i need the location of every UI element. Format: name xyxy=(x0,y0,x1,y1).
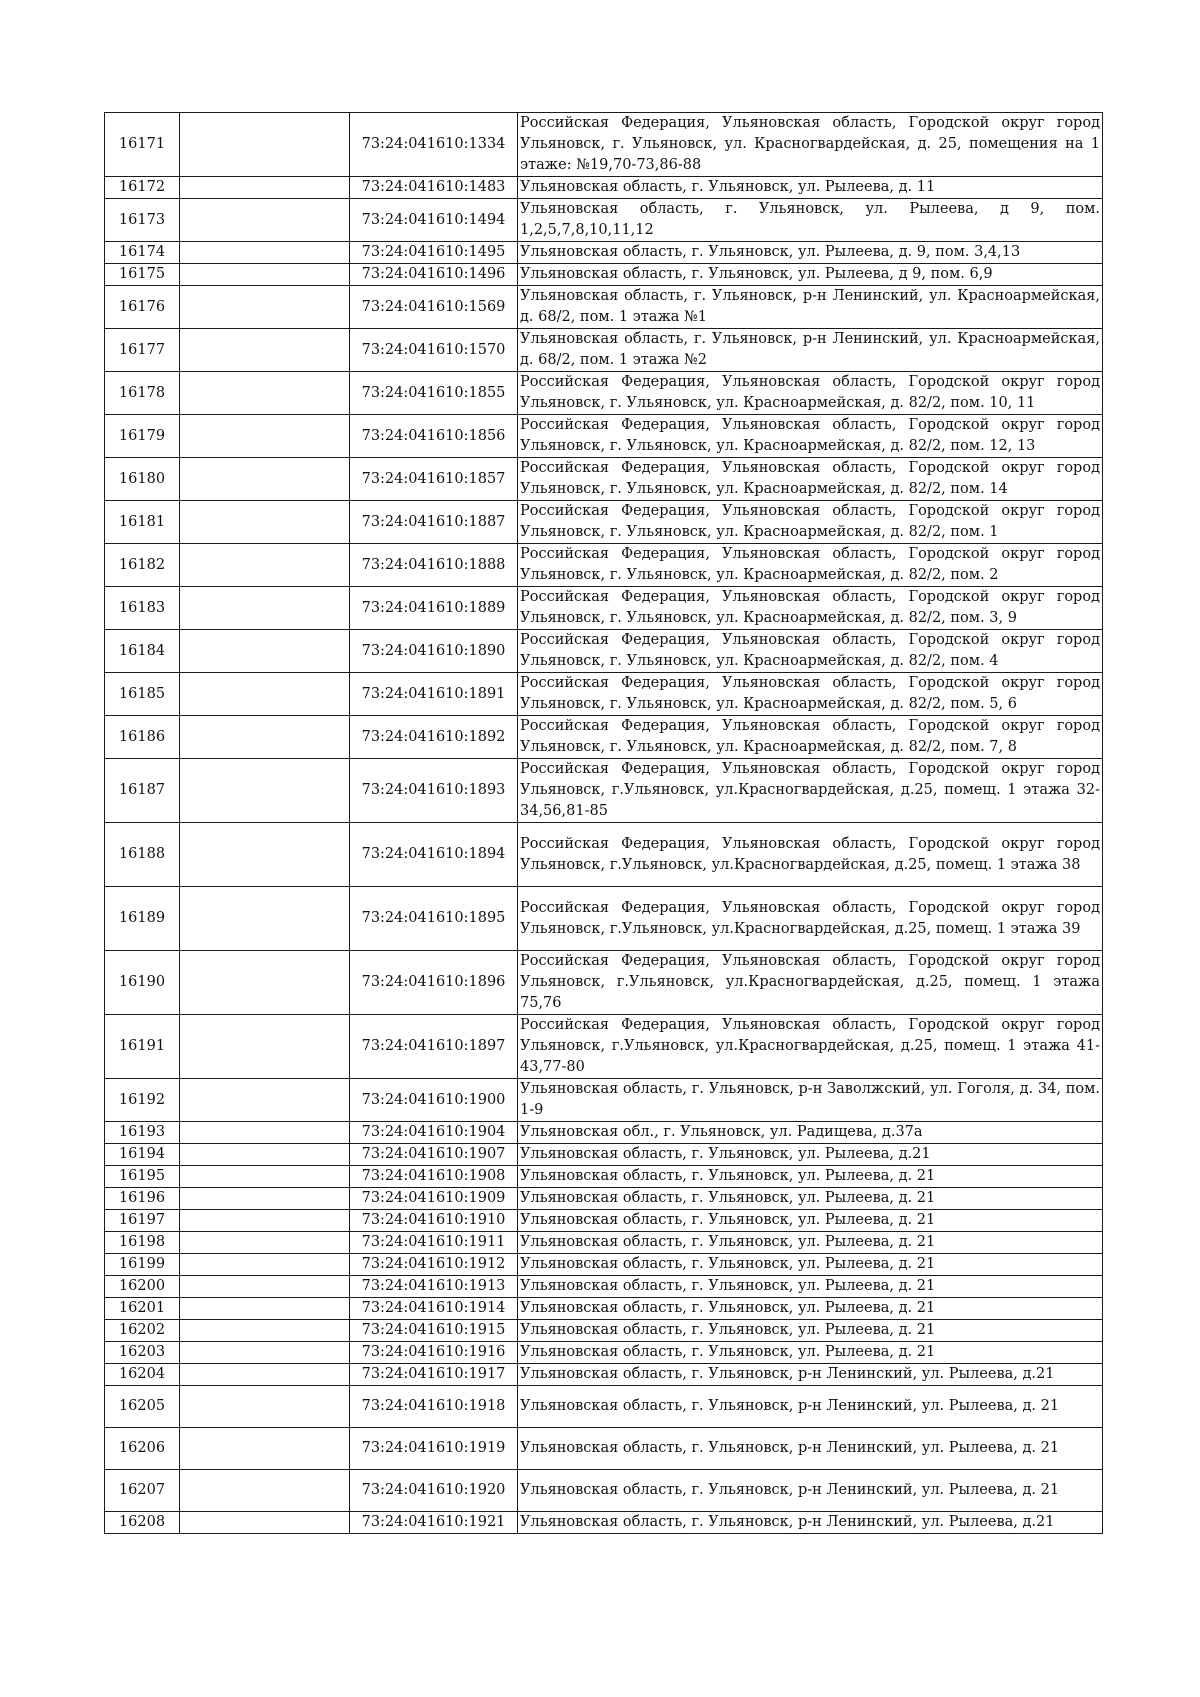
row-number-cell: 16193 xyxy=(105,1122,180,1144)
table-row xyxy=(105,544,1103,587)
table-row xyxy=(105,1298,1103,1320)
registry-cell xyxy=(180,1320,350,1342)
address-cell: Российская Федерация, Ульяновская область, Городской округ город Ульяновск, г. Ульяновск, ул. Красноармейская, д. 82/2, пом. 1 xyxy=(518,501,1103,544)
registry-cell xyxy=(180,1470,350,1512)
address-cell: Ульяновская область, г. Ульяновск, р-н Ленинский, ул. Красноармейская, д. 68/2, пом. 1 этажа №1 xyxy=(518,286,1103,329)
address-cell: Российская Федерация, Ульяновская область, Городской округ город Ульяновск, г.Ульяновск, ул.Красногвардейская, д.25, помещ. 1 этажа 38 xyxy=(518,823,1103,887)
address-cell: Ульяновская область, г. Ульяновск, ул. Рылеева, д. 21 xyxy=(518,1210,1103,1232)
address-cell: Ульяновская область, г. Ульяновск, р-н Ленинский, ул. Красноармейская, д. 68/2, пом. 1 этажа №2 xyxy=(518,329,1103,372)
cadastral-number-cell: 73:24:041610:1494 xyxy=(350,199,518,242)
registry-cell xyxy=(180,1188,350,1210)
table-row xyxy=(105,1232,1103,1254)
cadastral-number-cell: 73:24:041610:1916 xyxy=(350,1342,518,1364)
cadastral-number-cell: 73:24:041610:1915 xyxy=(350,1320,518,1342)
table-row xyxy=(105,1276,1103,1298)
row-number-cell: 16191 xyxy=(105,1015,180,1079)
registry-cell xyxy=(180,1512,350,1534)
cadastral-number-cell: 73:24:041610:1904 xyxy=(350,1122,518,1144)
address-cell: Ульяновская область, г. Ульяновск, ул. Рылеева, д 9, пом. 6,9 xyxy=(518,264,1103,286)
registry-cell xyxy=(180,415,350,458)
row-number-cell: 16197 xyxy=(105,1210,180,1232)
cadastral-number-cell: 73:24:041610:1913 xyxy=(350,1276,518,1298)
registry-cell xyxy=(180,823,350,887)
cadastral-number-cell: 73:24:041610:1495 xyxy=(350,242,518,264)
table-row xyxy=(105,1166,1103,1188)
cadastral-number-cell: 73:24:041610:1889 xyxy=(350,587,518,630)
cadastral-number-cell: 73:24:041610:1483 xyxy=(350,177,518,199)
table-row xyxy=(105,415,1103,458)
table-row xyxy=(105,587,1103,630)
address-cell: Ульяновская область, г. Ульяновск, р-н Ленинский, ул. Рылеева, д.21 xyxy=(518,1364,1103,1386)
row-number-cell: 16175 xyxy=(105,264,180,286)
table-row xyxy=(105,1428,1103,1470)
row-number-cell: 16182 xyxy=(105,544,180,587)
address-cell: Российская Федерация, Ульяновская область, Городской округ город Ульяновск, г. Ульяновск, ул. Красноармейская, д. 82/2, пом. 7, 8 xyxy=(518,716,1103,759)
table-row xyxy=(105,1144,1103,1166)
registry-cell xyxy=(180,329,350,372)
cadastral-number-cell: 73:24:041610:1900 xyxy=(350,1079,518,1122)
row-number-cell: 16178 xyxy=(105,372,180,415)
address-cell: Российская Федерация, Ульяновская область, Городской округ город Ульяновск, г. Ульяновск, ул. Красногвардейская, д. 25, помещения на 1 этаже: №19,70-73,86-88 xyxy=(518,113,1103,177)
row-number-cell: 16176 xyxy=(105,286,180,329)
table-row xyxy=(105,113,1103,177)
registry-cell xyxy=(180,951,350,1015)
registry-cell xyxy=(180,1342,350,1364)
table-row xyxy=(105,1122,1103,1144)
table-row xyxy=(105,242,1103,264)
cadastral-number-cell: 73:24:041610:1334 xyxy=(350,113,518,177)
table-row xyxy=(105,1210,1103,1232)
address-cell: Российская Федерация, Ульяновская область, Городской округ город Ульяновск, г.Ульяновск, ул.Красногвардейская, д.25, помещ. 1 этажа 75,76 xyxy=(518,951,1103,1015)
cadastral-number-cell: 73:24:041610:1496 xyxy=(350,264,518,286)
row-number-cell: 16192 xyxy=(105,1079,180,1122)
table-row xyxy=(105,1470,1103,1512)
row-number-cell: 16174 xyxy=(105,242,180,264)
registry-cell xyxy=(180,1166,350,1188)
row-number-cell: 16179 xyxy=(105,415,180,458)
registry-cell xyxy=(180,199,350,242)
row-number-cell: 16206 xyxy=(105,1428,180,1470)
address-cell: Ульяновская область, г. Ульяновск, ул. Рылеева, д. 21 xyxy=(518,1298,1103,1320)
cadastral-number-cell: 73:24:041610:1911 xyxy=(350,1232,518,1254)
address-cell: Ульяновская область, г. Ульяновск, ул. Рылеева, д. 21 xyxy=(518,1166,1103,1188)
cadastral-number-cell: 73:24:041610:1918 xyxy=(350,1386,518,1428)
address-cell: Российская Федерация, Ульяновская область, Городской округ город Ульяновск, г. Ульяновск, ул. Красноармейская, д. 82/2, пом. 10, 11 xyxy=(518,372,1103,415)
table-row xyxy=(105,1364,1103,1386)
cadastral-number-cell: 73:24:041610:1912 xyxy=(350,1254,518,1276)
table-row xyxy=(105,630,1103,673)
cadastral-number-cell: 73:24:041610:1892 xyxy=(350,716,518,759)
registry-cell xyxy=(180,1144,350,1166)
property-table xyxy=(104,112,1103,1534)
registry-cell xyxy=(180,372,350,415)
row-number-cell: 16188 xyxy=(105,823,180,887)
address-cell: Ульяновская область, г. Ульяновск, ул. Рылеева, д 9, пом. 1,2,5,7,8,10,11,12 xyxy=(518,199,1103,242)
cadastral-number-cell: 73:24:041610:1570 xyxy=(350,329,518,372)
registry-cell xyxy=(180,673,350,716)
registry-cell xyxy=(180,501,350,544)
address-cell: Ульяновская обл., г. Ульяновск, ул. Радищева, д.37а xyxy=(518,1122,1103,1144)
registry-cell xyxy=(180,177,350,199)
table-row xyxy=(105,1254,1103,1276)
cadastral-number-cell: 73:24:041610:1857 xyxy=(350,458,518,501)
row-number-cell: 16204 xyxy=(105,1364,180,1386)
address-cell: Российская Федерация, Ульяновская область, Городской округ город Ульяновск, г. Ульяновск, ул. Красноармейская, д. 82/2, пом. 12, 13 xyxy=(518,415,1103,458)
registry-cell xyxy=(180,458,350,501)
address-cell: Ульяновская область, г. Ульяновск, ул. Рылеева, д. 21 xyxy=(518,1188,1103,1210)
address-cell: Российская Федерация, Ульяновская область, Городской округ город Ульяновск, г. Ульяновск, ул. Красноармейская, д. 82/2, пом. 4 xyxy=(518,630,1103,673)
address-cell: Российская Федерация, Ульяновская область, Городской округ город Ульяновск, г. Ульяновск, ул. Красноармейская, д. 82/2, пом. 3, 9 xyxy=(518,587,1103,630)
row-number-cell: 16190 xyxy=(105,951,180,1015)
registry-cell xyxy=(180,1276,350,1298)
address-cell: Ульяновская область, г. Ульяновск, ул. Рылеева, д. 21 xyxy=(518,1320,1103,1342)
registry-cell xyxy=(180,242,350,264)
registry-cell xyxy=(180,264,350,286)
address-cell: Российская Федерация, Ульяновская область, Городской округ город Ульяновск, г.Ульяновск, ул.Красногвардейская, д.25, помещ. 1 этажа 32-34,56,81-85 xyxy=(518,759,1103,823)
cadastral-number-cell: 73:24:041610:1910 xyxy=(350,1210,518,1232)
cadastral-number-cell: 73:24:041610:1896 xyxy=(350,951,518,1015)
registry-cell xyxy=(180,759,350,823)
cadastral-number-cell: 73:24:041610:1856 xyxy=(350,415,518,458)
address-cell: Российская Федерация, Ульяновская область, Городской округ город Ульяновск, г. Ульяновск, ул. Красноармейская, д. 82/2, пом. 14 xyxy=(518,458,1103,501)
row-number-cell: 16186 xyxy=(105,716,180,759)
row-number-cell: 16189 xyxy=(105,887,180,951)
registry-cell xyxy=(180,1079,350,1122)
table-row xyxy=(105,887,1103,951)
cadastral-number-cell: 73:24:041610:1917 xyxy=(350,1364,518,1386)
registry-cell xyxy=(180,1364,350,1386)
address-cell: Российская Федерация, Ульяновская область, Городской округ город Ульяновск, г. Ульяновск, ул. Красноармейская, д. 82/2, пом. 2 xyxy=(518,544,1103,587)
row-number-cell: 16184 xyxy=(105,630,180,673)
address-cell: Ульяновская область, г. Ульяновск, р-н Ленинский, ул. Рылеева, д. 21 xyxy=(518,1470,1103,1512)
cadastral-number-cell: 73:24:041610:1908 xyxy=(350,1166,518,1188)
row-number-cell: 16181 xyxy=(105,501,180,544)
cadastral-number-cell: 73:24:041610:1890 xyxy=(350,630,518,673)
address-cell: Ульяновская область, г. Ульяновск, ул. Рылеева, д. 9, пом. 3,4,13 xyxy=(518,242,1103,264)
row-number-cell: 16199 xyxy=(105,1254,180,1276)
registry-cell xyxy=(180,1298,350,1320)
row-number-cell: 16201 xyxy=(105,1298,180,1320)
cadastral-number-cell: 73:24:041610:1893 xyxy=(350,759,518,823)
address-cell: Ульяновская область, г. Ульяновск, р-н Ленинский, ул. Рылеева, д. 21 xyxy=(518,1428,1103,1470)
registry-cell xyxy=(180,716,350,759)
registry-cell xyxy=(180,1428,350,1470)
table-row xyxy=(105,759,1103,823)
property-table-body xyxy=(105,113,1103,1534)
row-number-cell: 16203 xyxy=(105,1342,180,1364)
row-number-cell: 16198 xyxy=(105,1232,180,1254)
registry-cell xyxy=(180,1232,350,1254)
address-cell: Российская Федерация, Ульяновская область, Городской округ город Ульяновск, г.Ульяновск, ул.Красногвардейская, д.25, помещ. 1 этажа 41-43,77-80 xyxy=(518,1015,1103,1079)
cadastral-number-cell: 73:24:041610:1894 xyxy=(350,823,518,887)
table-row xyxy=(105,1512,1103,1534)
row-number-cell: 16195 xyxy=(105,1166,180,1188)
row-number-cell: 16200 xyxy=(105,1276,180,1298)
table-row xyxy=(105,199,1103,242)
table-row xyxy=(105,1386,1103,1428)
row-number-cell: 16172 xyxy=(105,177,180,199)
cadastral-number-cell: 73:24:041610:1891 xyxy=(350,673,518,716)
cadastral-number-cell: 73:24:041610:1919 xyxy=(350,1428,518,1470)
address-cell: Ульяновская область, г. Ульяновск, р-н Ленинский, ул. Рылеева, д.21 xyxy=(518,1512,1103,1534)
table-row xyxy=(105,951,1103,1015)
registry-cell xyxy=(180,113,350,177)
cadastral-number-cell: 73:24:041610:1897 xyxy=(350,1015,518,1079)
registry-cell xyxy=(180,286,350,329)
address-cell: Ульяновская область, г. Ульяновск, ул. Рылеева, д. 21 xyxy=(518,1276,1103,1298)
cadastral-number-cell: 73:24:041610:1921 xyxy=(350,1512,518,1534)
cadastral-number-cell: 73:24:041610:1914 xyxy=(350,1298,518,1320)
table-row xyxy=(105,1188,1103,1210)
table-row xyxy=(105,1079,1103,1122)
address-cell: Ульяновская область, г. Ульяновск, ул. Рылеева, д.21 xyxy=(518,1144,1103,1166)
table-row xyxy=(105,673,1103,716)
registry-cell xyxy=(180,587,350,630)
address-cell: Ульяновская область, г. Ульяновск, ул. Рылеева, д. 21 xyxy=(518,1254,1103,1276)
row-number-cell: 16185 xyxy=(105,673,180,716)
address-cell: Ульяновская область, г. Ульяновск, р-н Ленинский, ул. Рылеева, д. 21 xyxy=(518,1386,1103,1428)
cadastral-number-cell: 73:24:041610:1895 xyxy=(350,887,518,951)
row-number-cell: 16205 xyxy=(105,1386,180,1428)
row-number-cell: 16196 xyxy=(105,1188,180,1210)
table-row xyxy=(105,1320,1103,1342)
table-row xyxy=(105,329,1103,372)
registry-cell xyxy=(180,1386,350,1428)
table-row xyxy=(105,177,1103,199)
row-number-cell: 16171 xyxy=(105,113,180,177)
registry-cell xyxy=(180,544,350,587)
registry-cell xyxy=(180,887,350,951)
address-cell: Ульяновская область, г. Ульяновск, ул. Рылеева, д. 21 xyxy=(518,1232,1103,1254)
row-number-cell: 16194 xyxy=(105,1144,180,1166)
registry-cell xyxy=(180,1254,350,1276)
cadastral-number-cell: 73:24:041610:1887 xyxy=(350,501,518,544)
table-row xyxy=(105,1015,1103,1079)
table-row xyxy=(105,372,1103,415)
address-cell: Российская Федерация, Ульяновская область, Городской округ город Ульяновск, г.Ульяновск, ул.Красногвардейская, д.25, помещ. 1 этажа 39 xyxy=(518,887,1103,951)
registry-cell xyxy=(180,1015,350,1079)
table-row xyxy=(105,716,1103,759)
cadastral-number-cell: 73:24:041610:1920 xyxy=(350,1470,518,1512)
address-cell: Ульяновская область, г. Ульяновск, р-н Заволжский, ул. Гоголя, д. 34, пом. 1-9 xyxy=(518,1079,1103,1122)
table-row xyxy=(105,286,1103,329)
table-row xyxy=(105,458,1103,501)
row-number-cell: 16202 xyxy=(105,1320,180,1342)
row-number-cell: 16173 xyxy=(105,199,180,242)
cadastral-number-cell: 73:24:041610:1569 xyxy=(350,286,518,329)
cadastral-number-cell: 73:24:041610:1907 xyxy=(350,1144,518,1166)
row-number-cell: 16208 xyxy=(105,1512,180,1534)
table-row xyxy=(105,1342,1103,1364)
table-row xyxy=(105,264,1103,286)
registry-cell xyxy=(180,1122,350,1144)
cadastral-number-cell: 73:24:041610:1888 xyxy=(350,544,518,587)
cadastral-number-cell: 73:24:041610:1909 xyxy=(350,1188,518,1210)
row-number-cell: 16177 xyxy=(105,329,180,372)
row-number-cell: 16183 xyxy=(105,587,180,630)
address-cell: Российская Федерация, Ульяновская область, Городской округ город Ульяновск, г. Ульяновск, ул. Красноармейская, д. 82/2, пом. 5, 6 xyxy=(518,673,1103,716)
row-number-cell: 16187 xyxy=(105,759,180,823)
address-cell: Ульяновская область, г. Ульяновск, ул. Рылеева, д. 11 xyxy=(518,177,1103,199)
row-number-cell: 16180 xyxy=(105,458,180,501)
cadastral-number-cell: 73:24:041610:1855 xyxy=(350,372,518,415)
table-row xyxy=(105,823,1103,887)
address-cell: Ульяновская область, г. Ульяновск, ул. Рылеева, д. 21 xyxy=(518,1342,1103,1364)
registry-cell xyxy=(180,1210,350,1232)
table-row xyxy=(105,501,1103,544)
registry-cell xyxy=(180,630,350,673)
row-number-cell: 16207 xyxy=(105,1470,180,1512)
